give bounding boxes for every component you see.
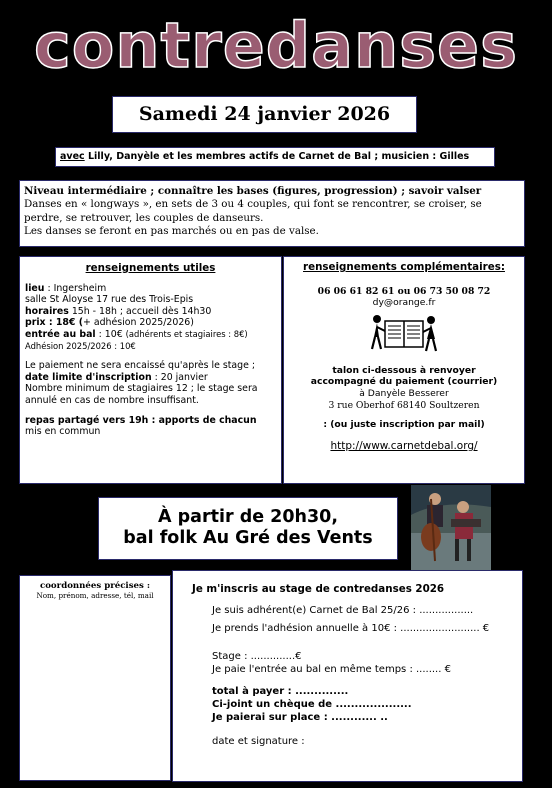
info-paiement: Le paiement ne sera encaissé qu'après le stage ;: [25, 360, 255, 372]
postal-address: 3 rue Oberhof 68140 Soultzeren: [328, 399, 480, 411]
with-label: avec: [60, 151, 85, 162]
info-horaires: [25, 306, 276, 318]
bal-time: À partir de 20h30,: [158, 507, 338, 527]
form-title: Je m'inscris au stage de contredanses 2026: [192, 583, 445, 595]
prix-label: prix : 18€ (: [25, 317, 83, 329]
info-date-limite: [25, 372, 276, 384]
useful-info-panel: [19, 256, 282, 484]
entree-reduced: (adhérents et stagiaires : 8€): [125, 328, 248, 339]
form-adhesion[interactable]: Je prends l'adhésion annuelle à 10€ : ......................... €: [212, 622, 490, 634]
form-cheque[interactable]: Ci-joint un chèque de ....................: [212, 698, 412, 710]
form-total[interactable]: total à payer : ..............: [212, 685, 349, 697]
entree-label: entrée au bal: [25, 328, 96, 340]
contact-details-box[interactable]: [19, 575, 171, 781]
form-entree[interactable]: Je paie l'entrée au bal en même temps : ........ €: [212, 664, 451, 676]
level-requirement: Niveau intermédiaire ; connaître les bases (figures, progression) ; savoir valser: [24, 185, 482, 197]
musicians-photo: [411, 485, 491, 570]
info-salle: salle St Aloyse 17 rue des Trois-Epis: [25, 294, 194, 306]
dance-description: Danses en « longways », en sets de 3 ou 4 couples, qui font se rencontrer, se croiser, se perdre, se retrouver, les couples de danseurs.: [24, 198, 482, 224]
website-link[interactable]: http://www.carnetdebal.org/: [330, 439, 478, 452]
info-lieu: [25, 283, 276, 295]
steps-description: Les danses se feront en pas marchés ou en pas de valse.: [24, 225, 319, 238]
date-limite-label: date limite d'inscription: [25, 371, 152, 383]
talon-line-1: talon ci-dessous à renvoyer: [332, 364, 476, 376]
talon-line-2: accompagné du paiement (courrier): [310, 376, 498, 388]
form-adherent[interactable]: Je suis adhérent(e) Carnet de Bal 25/26 : .................: [212, 604, 474, 616]
talon-line-3: à Danyèle Besserer: [359, 387, 449, 399]
info-entree: [25, 329, 276, 341]
bal-band: bal folk Au Gré des Vents: [123, 528, 373, 548]
horaires-label: horaires: [25, 305, 69, 317]
info-repas: repas partagé vers 19h : apports de chacun: [25, 414, 257, 426]
level-description: [19, 180, 525, 247]
coord-subtitle: Nom, prénom, adresse, tél, mail: [36, 591, 154, 600]
horaires-value: 15h - 18h ; accueil dès 14h30: [68, 305, 212, 317]
more-info-heading: renseignements complémentaires:: [303, 261, 505, 273]
useful-info-heading: renseignements utiles: [85, 262, 216, 274]
with-text: Lilly, Danyèle et les membres actifs de Carnet de Bal ; musicien : Gilles: [84, 151, 470, 162]
dancers-book-icon: [369, 311, 439, 355]
prix-value: + adhésion 2025/2026): [83, 317, 194, 329]
form-place[interactable]: Je paierai sur place : ............ ..: [212, 711, 388, 723]
bal-folk-announcement: [98, 497, 398, 560]
info-minimum: Nombre minimum de stagiaires 12 ; le stage sera annulé en cas de nombre insuffisant.: [25, 383, 258, 406]
info-prix: [25, 317, 276, 329]
event-date: Samedi 24 janvier 2026: [112, 96, 417, 133]
phone-numbers: 06 06 61 82 61 ou 06 73 50 08 72: [317, 285, 491, 297]
registration-form: [172, 570, 523, 782]
date-limite-value: : 20 janvier: [151, 371, 208, 383]
form-signature[interactable]: date et signature :: [212, 736, 305, 748]
entree-value: : 10€: [95, 328, 126, 340]
page-title: contredanses: [34, 9, 518, 82]
info-adhesion: Adhésion 2025/2026 : 10€: [25, 340, 136, 351]
more-info-panel: [283, 256, 525, 484]
form-stage[interactable]: Stage : ..............€: [212, 651, 302, 663]
animators-line: [55, 147, 495, 167]
lieu-label: lieu: [25, 282, 45, 294]
contact-email[interactable]: dy@orange.fr: [372, 297, 436, 309]
info-repas-suite: mis en commun: [25, 426, 101, 438]
lieu-value: : Ingersheim: [44, 282, 107, 294]
mail-note: : (ou juste inscription par mail): [323, 419, 485, 431]
coord-title: coordonnées précises :: [39, 581, 151, 591]
